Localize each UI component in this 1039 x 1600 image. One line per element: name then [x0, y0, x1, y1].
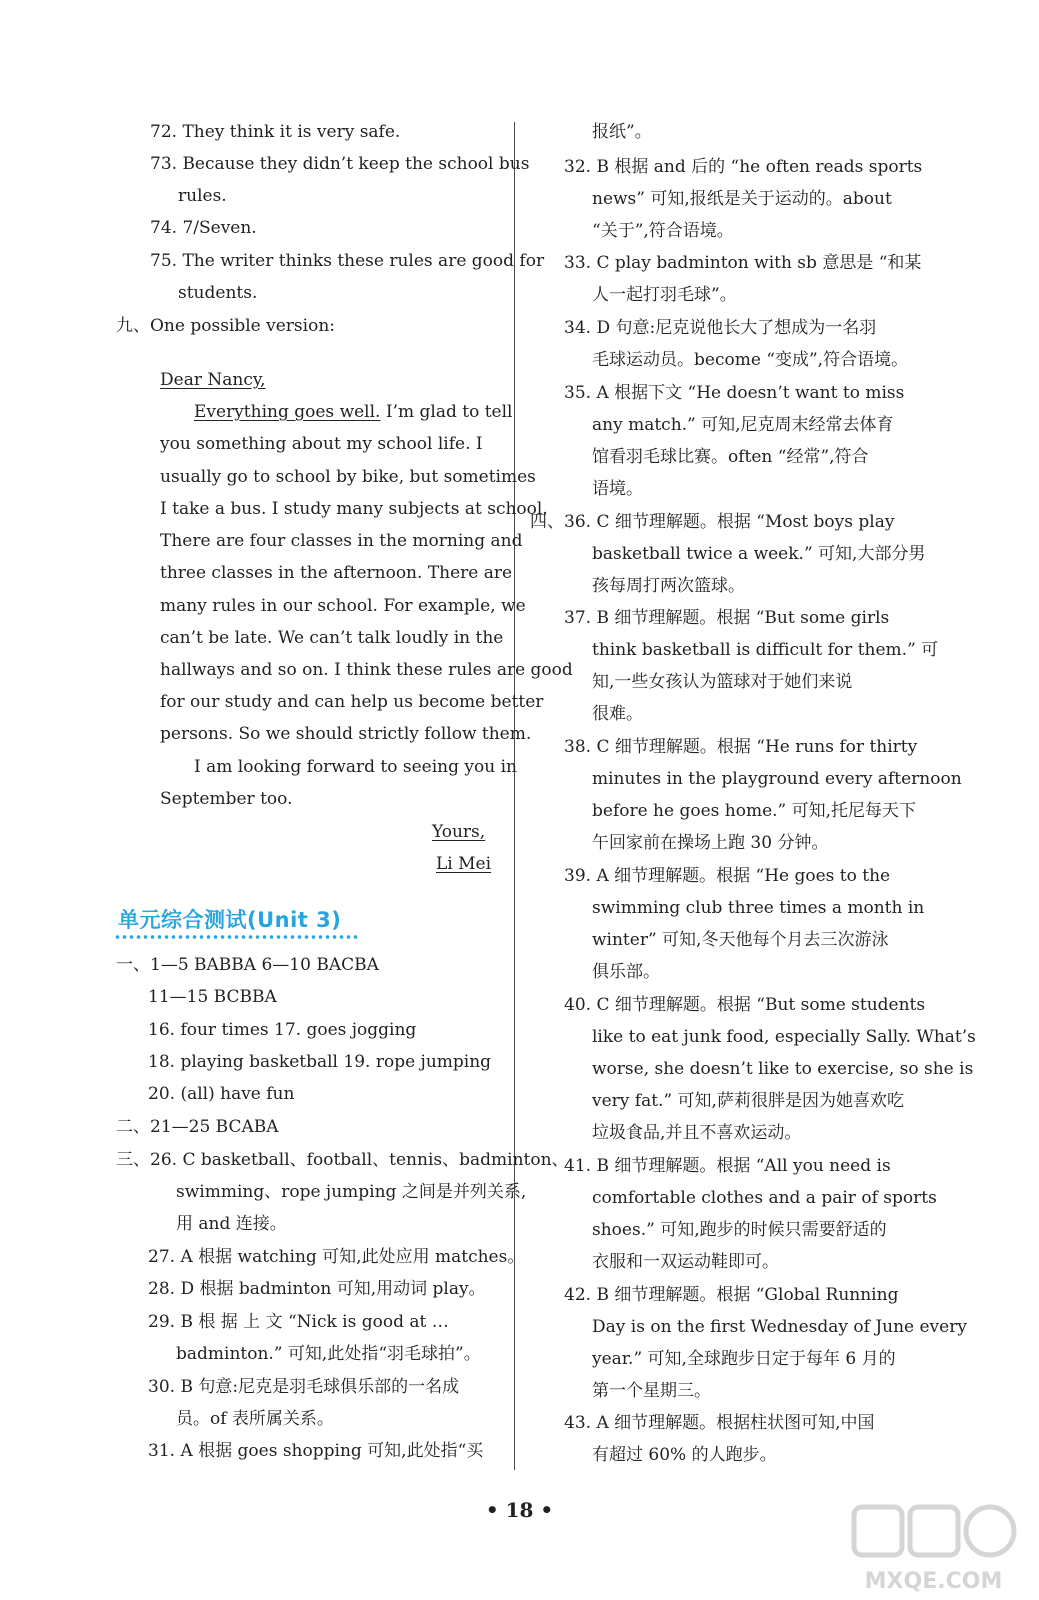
text-line: basketball twice a week.” 可知,大部分男 [592, 544, 926, 564]
text-line: badminton.” 可知,此处指“羽毛球拍”。 [176, 1344, 481, 1364]
text-line: 74. 7/Seven. [150, 218, 257, 238]
text-line: 35. A 根据下文 “He doesn’t want to miss [564, 383, 905, 403]
text-line: Yours, [432, 822, 486, 842]
text-line: 有超过 60% 的人跑步。 [592, 1445, 777, 1465]
section-title: 单元综合测试(Unit 3) [118, 908, 342, 932]
text-line: September too. [160, 789, 293, 809]
text-line: Everything goes well. I’m glad to tell [194, 402, 513, 422]
text-line: many rules in our school. For example, we [160, 596, 526, 616]
text-line: rules. [178, 186, 227, 206]
text-line: 34. D 句意:尼克说他长大了想成为一名羽 [564, 318, 877, 338]
text-line: “关于”,符合语境。 [592, 221, 734, 241]
text-line: 18. playing basketball 19. rope jumping [148, 1052, 492, 1072]
text-line: year.” 可知,全球跑步日定于每年 6 月的 [592, 1349, 896, 1369]
text-line: 39. A 细节理解题。根据 “He goes to the [564, 866, 891, 886]
watermark-logo [846, 1499, 1021, 1594]
text-line: swimming、rope jumping 之间是并列关系, [176, 1182, 527, 1202]
text-line: 20. (all) have fun [148, 1084, 295, 1104]
text-line: you something about my school life. I [160, 434, 483, 454]
text-line: news” 可知,报纸是关于运动的。about [592, 189, 892, 209]
text-line: 午回家前在操场上跑 30 分钟。 [592, 833, 829, 853]
text-line: Day is on the first Wednesday of June every [592, 1317, 967, 1337]
text-line: like to eat junk food, especially Sally. What’s [592, 1027, 976, 1047]
text-line: worse, she doesn’t like to exercise, so she is [592, 1059, 974, 1079]
text-line: think basketball is difficult for them.” 可 [592, 640, 939, 660]
text-line: 43. A 细节理解题。根据柱状图可知,中国 [564, 1413, 875, 1433]
text-line: 38. C 细节理解题。根据 “He runs for thirty [564, 737, 918, 757]
text-line: 第一个星期三。 [592, 1381, 711, 1401]
page-number: • 18 • [485, 1498, 554, 1522]
text-line: There are four classes in the morning and [160, 531, 523, 551]
text-line: 72. They think it is very safe. [150, 122, 401, 142]
text-line: 知,一些女孩认为篮球对于她们来说 [592, 672, 853, 692]
text-line: 31. A 根据 goes shopping 可知,此处指“买 [148, 1441, 484, 1461]
text-line: 人一起打羽毛球”。 [592, 285, 737, 305]
text-line: 28. D 根据 badminton 可知,用动词 play。 [148, 1279, 486, 1299]
text-line: Li Mei [436, 854, 492, 874]
text-line: can’t be late. We can’t talk loudly in the [160, 628, 504, 648]
text-line: 三、26. C basketball、football、tennis、badminton、 [116, 1150, 569, 1170]
text-line: three classes in the afternoon. There are [160, 563, 513, 583]
text-line: 33. C play badminton with sb 意思是 “和某 [564, 253, 922, 273]
text-line: 42. B 细节理解题。根据 “Global Running [564, 1285, 899, 1305]
text-line: 语境。 [592, 479, 643, 499]
text-line: 用 and 连接。 [176, 1214, 287, 1234]
text-line: 孩每周打两次篮球。 [592, 576, 745, 596]
underlined-phrase: Everything goes well. [194, 402, 381, 422]
text-line: 75. The writer thinks these rules are good for [150, 251, 545, 271]
text-line: 一、1—5 BABBA 6—10 BACBA [116, 955, 379, 975]
text-line: persons. So we should strictly follow them. [160, 724, 532, 744]
text-line: 29. B 根 据 上 文 “Nick is good at … [148, 1312, 449, 1332]
text-line: any match.” 可知,尼克周末经常去体育 [592, 415, 894, 435]
watermark-text: MXQE.COM [864, 1569, 1003, 1594]
text-line: for our study and can help us become better [160, 692, 544, 712]
text-line: 37. B 细节理解题。根据 “But some girls [564, 608, 890, 628]
text-line: Dear Nancy, [160, 370, 266, 390]
text-line: 员。of 表所属关系。 [176, 1409, 334, 1429]
text-line: 41. B 细节理解题。根据 “All you need is [564, 1156, 891, 1176]
text-line: hallways and so on. I think these rules are good [160, 660, 573, 680]
text-line: swimming club three times a month in [592, 898, 925, 918]
text-line: usually go to school by bike, but sometimes [160, 467, 536, 487]
text-line: minutes in the playground every afternoon [592, 769, 962, 789]
text-line: 垃圾食品,并且不喜欢运动。 [592, 1123, 802, 1143]
text-line: shoes.” 可知,跑步的时候只需要舒适的 [592, 1220, 887, 1240]
text-line: 40. C 细节理解题。根据 “But some students [564, 995, 926, 1015]
text-line: students. [178, 283, 258, 303]
text-line: 报纸”。 [592, 122, 652, 142]
text-line: winter” 可知,冬天他每个月去三次游泳 [592, 930, 889, 950]
text-line: I am looking forward to seeing you in [194, 757, 517, 777]
text-line: 32. B 根据 and 后的 “he often reads sports [564, 157, 923, 177]
text-line: 馆看羽毛球比赛。often “经常”,符合 [592, 447, 869, 467]
text-line: 27. A 根据 watching 可知,此处应用 matches。 [148, 1247, 525, 1267]
text-line: 73. Because they didn’t keep the school bus [150, 154, 530, 174]
text-line: very fat.” 可知,萨莉很胖是因为她喜欢吃 [592, 1091, 904, 1111]
text-line: 俱乐部。 [592, 962, 660, 982]
text-line: 二、21—25 BCABA [116, 1117, 279, 1137]
text-line: 四、36. C 细节理解题。根据 “Most boys play [530, 512, 895, 532]
text-line: before he goes home.” 可知,托尼每天下 [592, 801, 917, 821]
text-line: 衣服和一双运动鞋即可。 [592, 1252, 779, 1272]
section-title-dots [114, 934, 359, 940]
text-line: 九、One possible version: [116, 316, 335, 336]
text-line: 11—15 BCBBA [148, 987, 277, 1007]
text-line: I take a bus. I study many subjects at school. [160, 499, 548, 519]
watermark-icon [846, 1499, 1021, 1569]
text-line: 很难。 [592, 704, 643, 724]
text-line: 毛球运动员。become “变成”,符合语境。 [592, 350, 909, 370]
text-line: comfortable clothes and a pair of sports [592, 1188, 937, 1208]
text-line: 30. B 句意:尼克是羽毛球俱乐部的一名成 [148, 1377, 460, 1397]
text-line: 16. four times 17. goes jogging [148, 1020, 417, 1040]
